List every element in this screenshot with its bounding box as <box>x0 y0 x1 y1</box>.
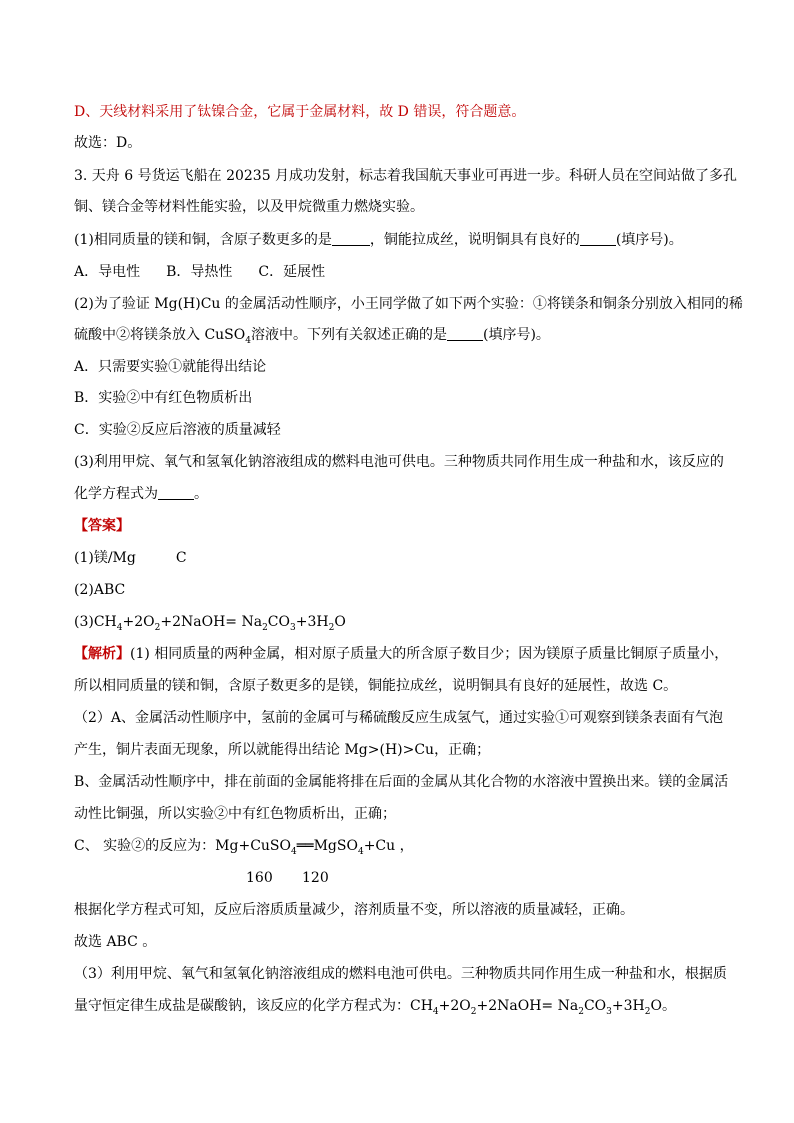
option-d-text <box>74 102 525 122</box>
analysis-line3 <box>74 708 723 728</box>
analysis-line5 <box>74 772 728 792</box>
text: (2)ABC <box>74 582 126 598</box>
text: 溶液中。下列有关叙述正确的是 <box>250 327 447 343</box>
subscript: 2 <box>470 1006 477 1017</box>
text: 。 <box>194 486 208 502</box>
answer-heading <box>74 516 130 536</box>
text: +3H <box>611 998 645 1014</box>
text: 160 <box>246 870 273 886</box>
text: +2NaOH= Na <box>160 614 263 630</box>
text: 产生，铜片表面无现象，所以就能得出结论 Mg>(H)>Cu，正确； <box>74 742 491 758</box>
text: +2O <box>122 614 155 630</box>
text: ，铜能拉成丝，说明铜具有良好的 <box>369 232 580 248</box>
text: A．只需要实验①就能得出结论 <box>74 359 267 375</box>
mass-120 <box>302 868 329 888</box>
text: CH <box>93 614 117 630</box>
answer-2 <box>74 580 125 600</box>
answer-blank[interactable] <box>158 485 194 500</box>
q3-part2-option-b <box>74 388 252 408</box>
text: O <box>334 614 346 630</box>
q3-part1-options <box>74 262 325 282</box>
text: Mg+CuSO <box>215 838 291 854</box>
subscript: 3 <box>290 622 296 633</box>
text: (填序号)。 <box>482 327 550 343</box>
text: 故选 ABC 。 <box>74 934 157 950</box>
text: MgSO <box>313 838 358 854</box>
text: 量守恒定律生成盐是碳酸钠，该反应的化学方程式为： <box>74 998 410 1014</box>
text: 【答案】 <box>74 518 130 534</box>
analysis-line4 <box>74 740 490 760</box>
text: 3. 天舟 6 号货运飞船在 20235 月成功发射，标志着我国航天事业可再进一步。科研人员在空间站做了多孔 <box>74 168 738 184</box>
text: +2O <box>438 998 471 1014</box>
q3-stem-line1 <box>74 166 737 186</box>
text: (1) 相同质量的两种金属，相对原子质量大的所含原子数目少；因为镁原子质量比铜原子质量小， <box>130 646 729 662</box>
text: 硫酸中②将镁条放入 CuSO <box>74 327 246 343</box>
subscript: 2 <box>578 1006 584 1017</box>
text: 所以相同质量的镁和铜，含原子数更多的是镁，铜能拉成丝，说明铜具有良好的延展性，故选 C。 <box>74 678 678 694</box>
answer-3 <box>74 612 346 632</box>
text: D、天线材料采用了钛镍合金，它属于金属材料，故 D 错误，符合题意。 <box>74 104 526 120</box>
subscript: 2 <box>328 622 335 633</box>
text: 动性比铜强，所以实验②中有红色物质析出，正确； <box>74 806 396 822</box>
text: CO <box>267 614 290 630</box>
subscript: 3 <box>606 1006 612 1017</box>
subscript: 2 <box>644 1006 651 1017</box>
text: (3)利用甲烷、氧气和氢氧化钠溶液组成的燃料电池可供电。三种物质共同作用生成一种盐和水，该反应的 <box>74 454 724 470</box>
text: (填序号)。 <box>615 232 683 248</box>
answer-blank[interactable] <box>447 326 483 341</box>
analysis-line6 <box>74 804 396 824</box>
q3-part1-line <box>74 230 683 250</box>
text: B、金属活动性顺序中，排在前面的金属能将排在后面的金属从其化合物的水溶液中置换出来。镁的金属活 <box>74 774 729 790</box>
text: B．实验②中有红色物质析出 <box>74 390 253 406</box>
analysis-line10 <box>74 996 676 1016</box>
q3-part3-line1 <box>74 452 724 472</box>
equals-sign: ══ <box>296 838 314 854</box>
text: 化学方程式为 <box>74 486 158 502</box>
analysis-line7 <box>74 836 414 856</box>
text: +2NaOH= Na <box>476 998 579 1014</box>
text: (3) <box>74 614 94 630</box>
subscript: 4 <box>245 335 251 346</box>
text: 。 <box>661 998 676 1014</box>
choose-d-line <box>74 133 141 153</box>
text: （3）利用甲烷、氧气和氢氧化钠溶液组成的燃料电池可供电。三种物质共同作用生成一种盐和水，根据质 <box>74 966 727 982</box>
subscript: 4 <box>357 846 364 857</box>
text: (2)为了验证 Mg(H)Cu 的金属活动性顺序，小王同学做了如下两个实验：①将镁条和铜条分别放入相同的稀 <box>74 296 743 312</box>
text: CH <box>410 998 433 1014</box>
option-c: C．延展性 <box>258 264 326 280</box>
subscript: 4 <box>116 622 123 633</box>
q3-part2-option-c <box>74 420 281 440</box>
text: (1)镁/Mg <box>74 550 136 566</box>
subscript: 2 <box>262 622 268 633</box>
analysis-line8 <box>74 900 634 920</box>
subscript: 4 <box>432 1006 439 1017</box>
text: 120 <box>302 870 329 886</box>
text: (1)相同质量的镁和铜，含原子数更多的是 <box>74 232 332 248</box>
analysis-line2 <box>74 676 677 696</box>
choose-abc-line <box>74 932 156 952</box>
text: C．实验②反应后溶液的质量减轻 <box>74 422 281 438</box>
analysis-line9 <box>74 964 727 984</box>
subscript: 2 <box>154 622 161 633</box>
answer-1 <box>74 548 187 568</box>
mass-160 <box>246 868 273 888</box>
text: CO <box>583 998 607 1014</box>
analysis-heading: 【解析】 <box>74 646 130 662</box>
text: 铜、镁合金等材料性能实验，以及甲烷微重力燃烧实验。 <box>74 199 424 215</box>
text: +3H <box>295 614 329 630</box>
option-b: B．导热性 <box>166 264 233 280</box>
text: O <box>650 998 662 1014</box>
text: +Cu ， <box>363 838 414 854</box>
text: （2）A、金属活动性顺序中，氢前的金属可与稀硫酸反应生成氢气，通过实验①可观察到镁条表面有气泡 <box>74 710 724 726</box>
text: 根据化学方程式可知，反应后溶质质量减少，溶剂质量不变，所以溶液的质量减轻，正确。 <box>74 902 634 918</box>
text: C、 实验②的反应为： <box>74 838 216 854</box>
subscript: 4 <box>291 846 297 857</box>
option-a: A．导电性 <box>74 264 141 280</box>
analysis-line1 <box>74 644 728 664</box>
text: 故选：D。 <box>74 135 142 151</box>
q3-part2-option-a <box>74 357 266 377</box>
answer-blank[interactable] <box>332 231 370 246</box>
q3-part2-line1 <box>74 294 743 314</box>
text: C <box>175 550 187 566</box>
q3-stem-line2 <box>74 197 424 217</box>
q3-part3-line2 <box>74 484 208 504</box>
answer-blank[interactable] <box>580 231 616 246</box>
q3-part2-line2 <box>74 325 550 345</box>
